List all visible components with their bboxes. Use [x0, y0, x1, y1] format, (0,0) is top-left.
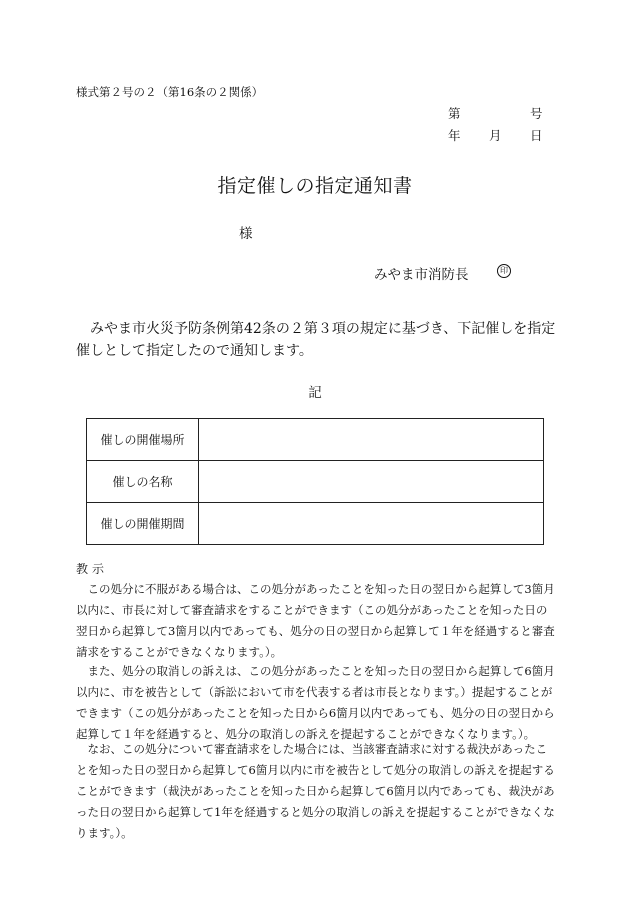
- row-value: [199, 419, 544, 461]
- body-text: みやま市火災予防条例第42条の２第３項の規定に基づき、下記催しを指定催しとして指定したので通知します。: [76, 321, 556, 359]
- body-paragraph: [76, 318, 556, 362]
- row-value: [199, 461, 544, 503]
- row-label: 催しの開催期間: [87, 503, 199, 545]
- notice-paragraph: また、処分の取消しの訴えは、この処分があったことを知った日の翌日から起算して6箇月以内に、市を被告として（訴訟において市を代表する者は市長となります。）提起することができます（この処分があったことを知った日から6箇月以内であっても、処分の日の翌日から起算して１年を経過すると、処分の取消しの訴えを提起することができなくなります。）。: [76, 664, 555, 741]
- doc-number-suffix: 号: [530, 106, 543, 121]
- document-title: 指定催しの指定通知書: [217, 175, 413, 197]
- row-label: 催しの名称: [87, 461, 199, 503]
- notice-paragraph: この処分に不服がある場合は、この処分があったことを知った日の翌日から起算して3箇月以内に、市長に対して審査請求をすることができます（この処分があったことを知った日の翌日から起算して3箇月以内であっても、処分の日の翌日から起算して１年を経過すると審査請求をすることができなくなります。）。: [76, 582, 555, 659]
- issuer-name: みやま市消防長: [374, 267, 469, 283]
- notice-heading: 教示: [76, 562, 109, 576]
- row-label: 催しの開催場所: [87, 419, 199, 461]
- table-row: [87, 503, 544, 545]
- date-year: 年: [448, 128, 461, 143]
- table-row: [87, 419, 544, 461]
- notice-paragraph: なお、この処分について審査請求をした場合には、当該審査請求に対する裁決があったことを知った日の翌日から起算して6箇月以内に市を被告として処分の取消しの訴えを提起することができます（裁決があったことを知った日から起算して6箇月以内であっても、裁決があった日の翌日から起算して1年を経過すると処分の取消しの訴えを提起することができなくなります。）。: [76, 742, 555, 840]
- row-value: [199, 503, 544, 545]
- addressee-honorific: 様: [239, 226, 253, 242]
- doc-number-prefix: 第: [448, 106, 461, 121]
- seal-mark: 印: [497, 264, 511, 278]
- date-day: 日: [530, 128, 543, 143]
- table-row: [87, 461, 544, 503]
- event-info-table: [86, 418, 544, 545]
- date-month: 月: [489, 128, 502, 143]
- form-number: 様式第２号の２（第16条の２関係）: [76, 85, 264, 99]
- ki-label: 記: [308, 385, 322, 401]
